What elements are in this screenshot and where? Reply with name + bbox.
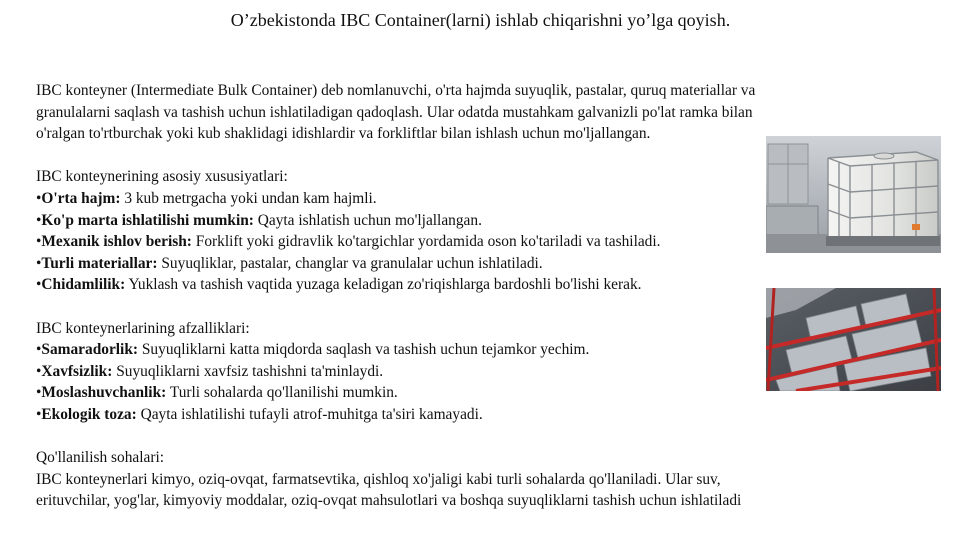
- bullet-mark: •: [36, 405, 42, 423]
- feature-term: Ko'p marta ishlatilishi mumkin:: [41, 211, 254, 229]
- intro-line: o'ralgan to'rtburchak yoki kub shaklidagi idishlardir va forkliftlar bilan ishlash uchun mo'ljallangan.: [36, 125, 651, 143]
- feature-term: O'rta hajm:: [41, 189, 121, 207]
- ibc-container-photo: [766, 136, 941, 253]
- feature-term: Chidamlilik:: [41, 276, 126, 294]
- feature-term: Turli materiallar:: [41, 254, 158, 272]
- advantage-item: [36, 404, 936, 426]
- bullet-mark: •: [36, 384, 42, 402]
- feature-text: Suyuqliklar, pastalar, changlar va granulalar uchun ishlatiladi.: [157, 254, 543, 272]
- bullet-mark: •: [36, 276, 42, 294]
- feature-text: 3 kub metrgacha yoki undan kam hajmli.: [120, 189, 377, 207]
- applications-line: IBC konteynerlari kimyo, oziq-ovqat, farmatsevtika, qishloq xo'jaligi kabi turli sohalarda qo'llaniladi. Ular suv,: [36, 470, 721, 488]
- page-title: O’zbekistonda IBC Container(larni) ishlab chiqarishni yo’lga qoyish.: [230, 10, 731, 30]
- bullet-mark: •: [36, 341, 42, 359]
- advantage-text: Suyuqliklarni katta miqdorda saqlash va tashish uchun tejamkor yechim.: [138, 341, 590, 359]
- bullet-mark: •: [36, 362, 42, 380]
- feature-term: Mexanik ishlov berish:: [41, 233, 192, 251]
- advantages-heading: IBC konteynerlarining afzalliklari:: [36, 319, 250, 337]
- bullet-mark: •: [36, 189, 42, 207]
- feature-item: [36, 253, 936, 275]
- advantage-term: Xavfsizlik:: [41, 362, 113, 380]
- warehouse-racks-photo: [766, 288, 941, 391]
- applications-line: erituvchilar, yog'lar, kimyoviy moddalar, oziq-ovqat mahsulotlari va boshqa suyuqliklarni tashish uchun ishlatiladi: [36, 492, 742, 510]
- applications-heading: Qo'llanilish sohalari:: [36, 449, 165, 467]
- bullet-mark: •: [36, 211, 42, 229]
- bullet-mark: •: [36, 254, 42, 272]
- advantage-term: Samaradorlik:: [41, 341, 139, 359]
- intro-line: granulalarni saqlash va tashish uchun ishlatiladigan qadoqlash. Ular odatda mustahkam galvanizli po'lat ramka bilan: [36, 103, 753, 121]
- advantage-text: Suyuqliklarni xavfsiz tashishni ta'minlaydi.: [112, 362, 384, 380]
- advantage-text: Qayta ishlatilishi tufayli atrof-muhitga ta'siri kamayadi.: [136, 405, 483, 423]
- intro-line: IBC konteyner (Intermediate Bulk Container) deb nomlanuvchi, o'rta hajmda suyuqlik, pastalar, quruq materiallar va: [36, 82, 756, 99]
- bullet-mark: •: [36, 233, 42, 251]
- features-heading: IBC konteynerining asosiy xususiyatlari:: [36, 168, 288, 186]
- advantage-term: Moslashuvchanlik:: [41, 384, 167, 402]
- feature-text: Qayta ishlatish uchun mo'ljallangan.: [253, 211, 482, 229]
- advantage-text: Turli sohalarda qo'llanilishi mumkin.: [166, 384, 398, 402]
- feature-text: Yuklash va tashish vaqtida yuzaga keladigan zo'riqishlarga bardoshli bo'lishi kerak.: [125, 276, 642, 294]
- advantage-term: Ekologik toza:: [41, 405, 137, 423]
- feature-text: Forklift yoki gidravlik ko'targichlar yordamida oson ko'tariladi va tashiladi.: [191, 233, 661, 251]
